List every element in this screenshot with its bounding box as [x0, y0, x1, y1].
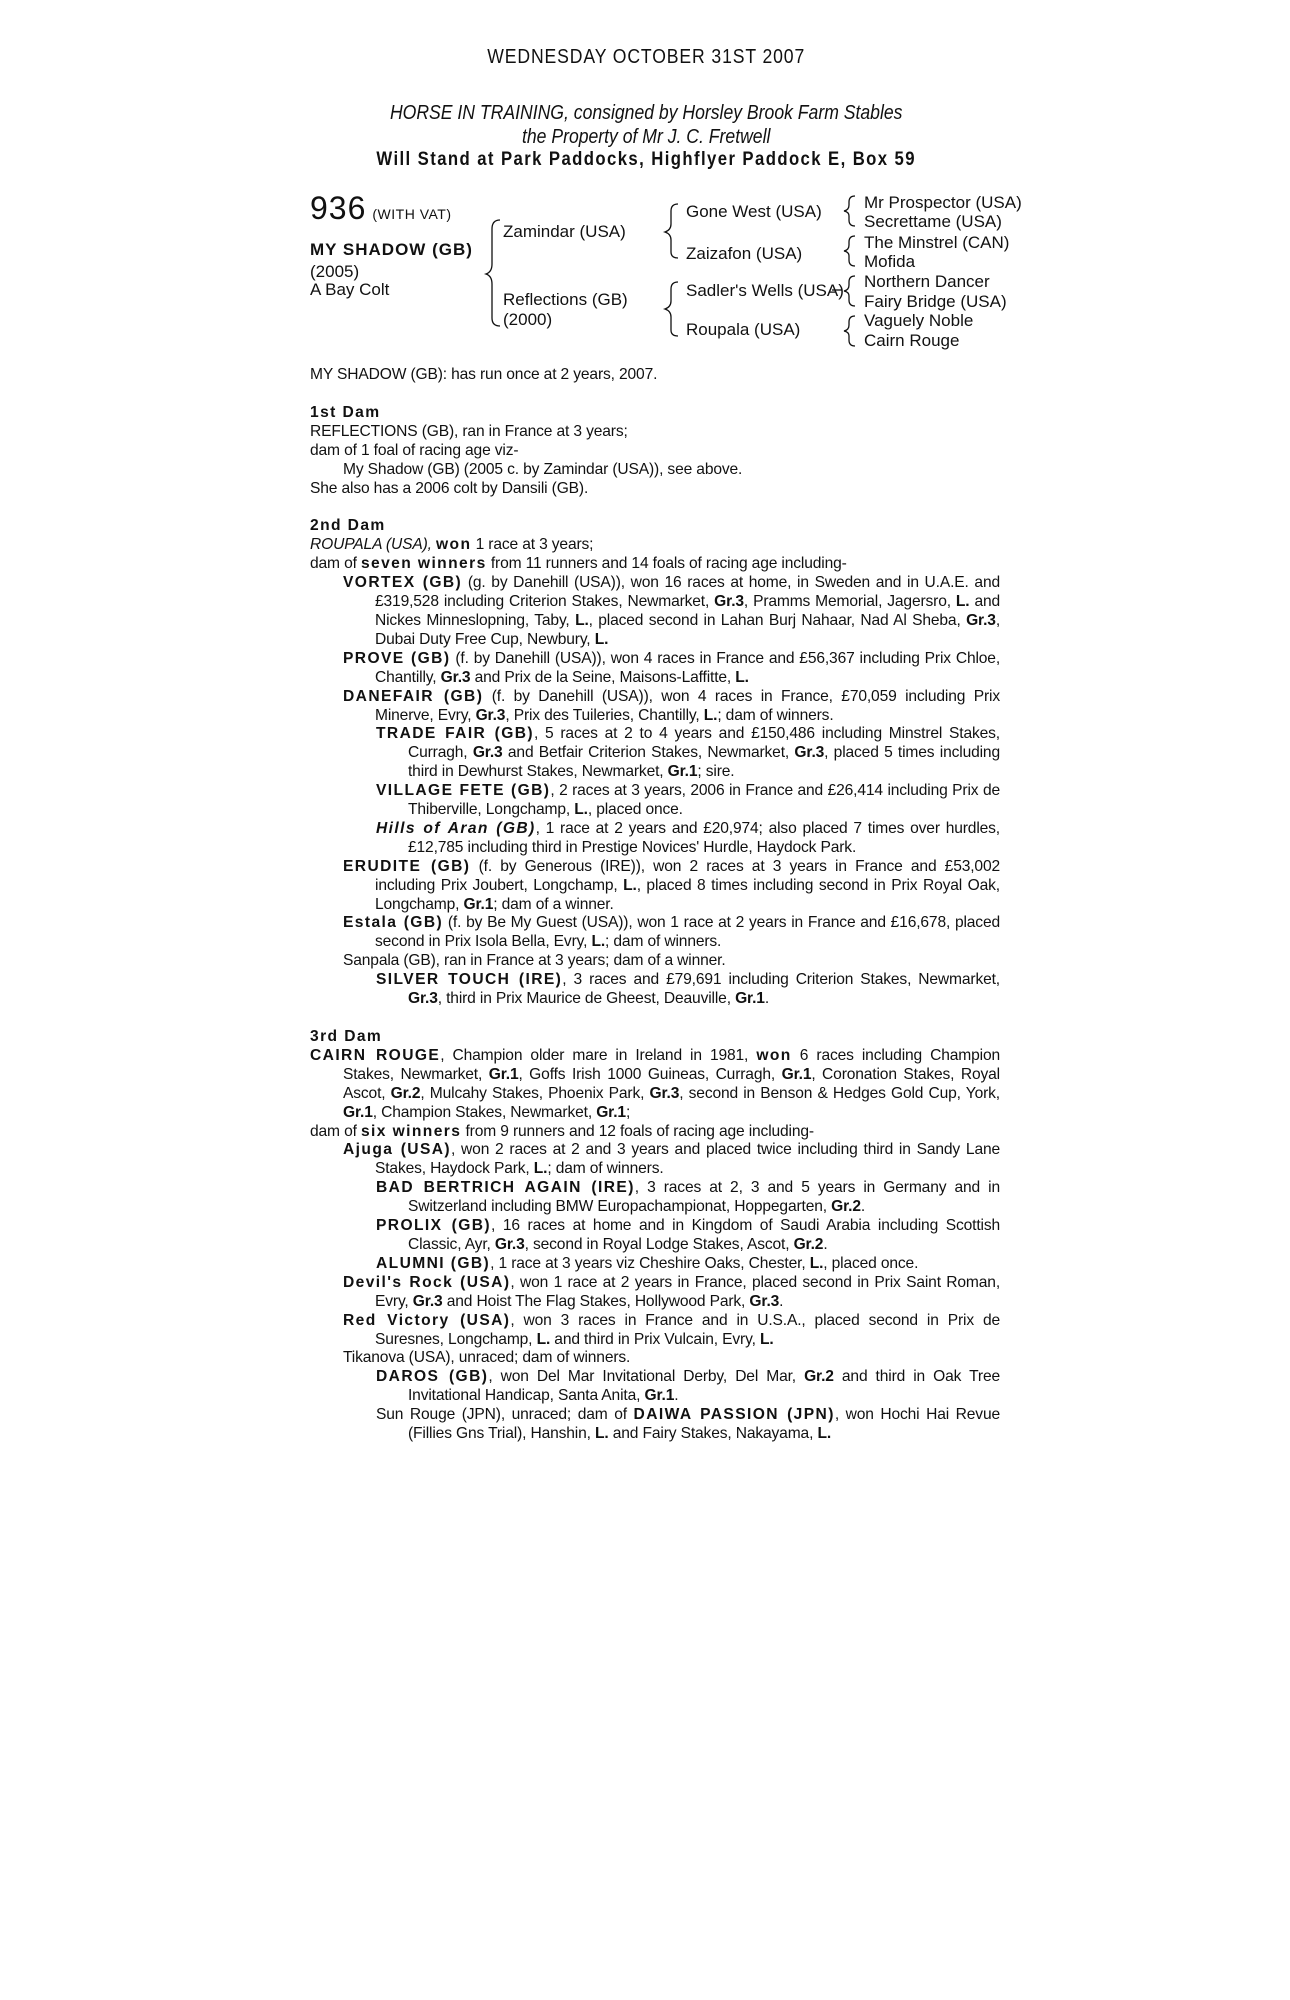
horse-name: MY SHADOW (GB): [310, 240, 473, 259]
second-dam-line: ROUPALA (USA), won 1 race at 3 years;: [310, 536, 594, 554]
vat-note: (WITH VAT): [372, 206, 452, 222]
produce-sun-rouge: Sun Rouge (JPN), unraced; dam of DAIWA PASSION (JPN), won Hochi Hai Revue (Fillies Gns Trial), Hanshin, L. and Fairy Stakes, Nakayama, L.: [376, 1406, 1000, 1443]
bracket-sd: [844, 236, 855, 266]
third-dam-heading: 3rd Dam: [310, 1028, 383, 1045]
lot-number: 936: [310, 190, 367, 226]
pedigree-notes: [310, 366, 1000, 1444]
second-dam-name: ROUPALA (USA),: [310, 536, 432, 554]
bracket-dam: [665, 282, 678, 336]
third-dam-line: CAIRN ROUGE, Champion older mare in Ireland in 1981, won 6 races including Champion Stakes, Newmarket, Gr.1, Goffs Irish 1000 Guineas, Curragh, Gr.1, Coronation Stakes, Royal Ascot, Gr.2, Mulcahy Stakes, Phoenix Park, Gr.3, second in Benson & Hedges Gold Cup, York, Gr.1, Champion Stakes, Newmarket, Gr.1;: [310, 1046, 1001, 1121]
first-dam-line: REFLECTIONS (GB), ran in France at 3 years;: [310, 422, 628, 440]
pedigree-dam-year: (2000): [503, 310, 553, 329]
pedigree-dsd: Fairy Bridge (USA): [864, 292, 1007, 311]
bracket-ss: [844, 196, 855, 226]
produce-silver-touch: SILVER TOUCH (IRE), 3 races and £79,691 including Criterion Stakes, Newmarket, Gr.3, third in Prix Maurice de Gheest, Deauville, Gr.1.: [376, 971, 1000, 1008]
produce-daros: DAROS (GB), won Del Mar Invitational Derby, Del Mar, Gr.2 and third in Oak Tree Invitational Handicap, Santa Anita, Gr.1.: [376, 1368, 1001, 1405]
produce-ajuga: Ajuga (USA), won 2 races at 2 and 3 years and placed twice including third in Sandy Lane Stakes, Haydock Park, L.; dam of winners.: [343, 1141, 1001, 1178]
first-dam-heading: 1st Dam: [310, 403, 381, 421]
produce-sanpala: Sanpala (GB), ran in France at 3 years; dam of a winner.: [343, 952, 726, 970]
produce-vortex: VORTEX (GB) (g. by Danehill (USA)), won 16 races at home, in Sweden and in U.A.E. and £319,528 including Criterion Stakes, Newmarket, Gr.3, Pramms Memorial, Jagersro, L. and Nickes Minneslopning, Taby, L., placed second in Lahan Burj Nahaar, Nad Al Sheba, Gr.3, Dubai Duty Free Cup, Newbury, L.: [343, 574, 1001, 648]
third-dam-produce: dam of six winners from 9 runners and 12 foals of racing age including-: [310, 1122, 814, 1140]
pedigree-brackets: [0, 0, 1290, 360]
pedigree-dam-sire: Sadler's Wells (USA): [686, 281, 844, 300]
second-dam-produce: dam of seven winners from 11 runners and 14 foals of racing age including-: [310, 555, 847, 573]
produce-estala: Estala (GB) (f. by Be My Guest (USA)), won 1 race at 2 years in France and £16,678, placed second in Prix Isola Bella, Evry, L.; dam of winners.: [343, 914, 1001, 951]
produce-danefair: DANEFAIR (GB) (f. by Danehill (USA)), won 4 races in France, £70,059 including Prix Minerve, Evry, Gr.3, Prix des Tuileries, Chantilly, L.; dam of winners.: [343, 687, 1000, 724]
produce-prolix: PROLIX (GB), 16 races at home and in Kingdom of Saudi Arabia including Scottish Classic, Ayr, Gr.3, second in Royal Lodge Stakes, Ascot, Gr.2.: [376, 1217, 1001, 1253]
second-dam-heading: 2nd Dam: [310, 517, 386, 535]
produce-devils-rock: Devil's Rock (USA), won 1 race at 2 years in France, placed second in Prix Saint Roman, Evry, Gr.3 and Hoist The Flag Stakes, Hollywood Park, Gr.3.: [343, 1273, 1000, 1310]
consignor-line: HORSE IN TRAINING, consigned by Horsley Brook Farm Stables: [389, 102, 903, 124]
produce-village-fete: VILLAGE FETE (GB), 2 races at 3 years, 2006 in France and £26,414 including Prix de Thiberville, Longchamp, L., placed once.: [376, 782, 1000, 819]
pedigree-sdd: Mofida: [864, 252, 916, 271]
pedigree-dam: Reflections (GB): [503, 290, 628, 309]
bracket-gen1: [486, 220, 500, 326]
bracket-dd: [844, 316, 855, 346]
produce-red-victory: Red Victory (USA), won 3 races in France and in U.S.A., placed second in Prix de Suresnes, Longchamp, L. and third in Prix Vulcain, Evry, L.: [343, 1311, 1000, 1348]
pedigree-sss: Mr Prospector (USA): [864, 193, 1022, 212]
produce-bad-bertrich: BAD BERTRICH AGAIN (IRE), 3 races at 2, 3 and 5 years in Germany and in Switzerland including BMW Europachampionat, Hoppegarten, Gr.2.: [376, 1179, 1000, 1216]
race-summary: MY SHADOW (GB): has run once at 2 years, 2007.: [310, 366, 658, 383]
owner-line: the Property of Mr J. C. Fretwell: [521, 126, 771, 148]
pedigree-ssd: Secrettame (USA): [864, 212, 1002, 231]
bracket-ds: [844, 276, 855, 306]
pedigree-sire: Zamindar (USA): [503, 222, 626, 241]
produce-trade-fair: TRADE FAIR (GB), 5 races at 2 to 4 years and £150,486 including Minstrel Stakes, Curragh, Gr.3 and Betfair Criterion Stakes, Newmarket, Gr.3, placed 5 times including third in Dewhurst Stakes, Newmarket, Gr.1; sire.: [376, 725, 1000, 781]
sale-date: WEDNESDAY OCTOBER 31ST 2007: [487, 46, 806, 68]
produce-alumni: ALUMNI (GB), 1 race at 3 years viz Cheshire Oaks, Chester, L., placed once.: [376, 1254, 919, 1272]
first-dam-note: She also has a 2006 colt by Dansili (GB).: [310, 479, 589, 497]
first-dam-foal: My Shadow (GB) (2005 c. by Zamindar (USA)), see above.: [343, 460, 743, 478]
first-dam-produce: dam of 1 foal of racing age viz-: [310, 441, 519, 459]
bracket-sire: [665, 204, 678, 258]
pedigree-ddd: Cairn Rouge: [864, 331, 960, 350]
produce-hills-of-aran: Hills of Aran (GB), 1 race at 2 years and £20,974; also placed 7 times over hurdles, £12,785 including third in Prestige Novices' Hurdle, Haydock Park.: [376, 819, 1000, 856]
horse-year: (2005): [310, 262, 360, 281]
pedigree-sire-dam: Zaizafon (USA): [686, 244, 803, 263]
stand-location: Will Stand at Park Paddocks, Highflyer Paddock E, Box 59: [376, 149, 916, 170]
pedigree-sire-sire: Gone West (USA): [686, 202, 822, 221]
produce-tikanova: Tikanova (USA), unraced; dam of winners.: [343, 1349, 631, 1367]
pedigree-sds: The Minstrel (CAN): [864, 233, 1010, 252]
pedigree-dds: Vaguely Noble: [864, 311, 974, 330]
horse-description: A Bay Colt: [310, 280, 390, 299]
produce-prove: PROVE (GB) (f. by Danehill (USA)), won 4 races in France and £56,367 including Prix Chloe, Chantilly, Gr.3 and Prix de la Seine, Maisons-Laffitte, L.: [343, 649, 1001, 686]
pedigree-dam-dam: Roupala (USA): [686, 320, 801, 339]
pedigree-dss: Northern Dancer: [864, 272, 990, 291]
produce-erudite: ERUDITE (GB) (f. by Generous (IRE)), won 2 races at 3 years in France and £53,002 including Prix Joubert, Longchamp, L., placed 8 times including second in Prix Royal Oak, Longchamp, Gr.1; dam of a winner.: [343, 857, 1001, 913]
